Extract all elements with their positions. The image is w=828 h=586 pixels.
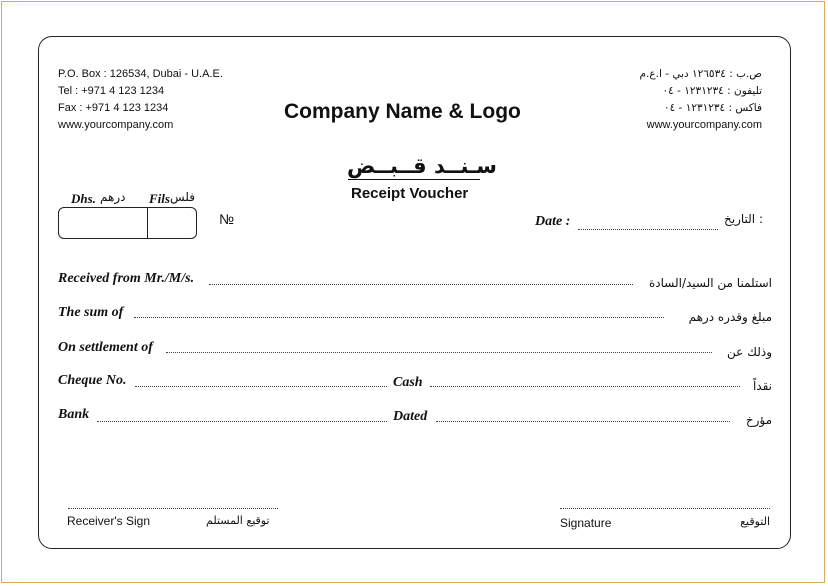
sum-of-field[interactable]	[134, 317, 664, 318]
tel-line: Tel : +971 4 123 1234	[58, 85, 165, 97]
bank-label: Bank	[58, 407, 90, 422]
address-block-ar	[640, 66, 763, 134]
company-title: Company Name & Logo	[284, 100, 521, 123]
received-from-label: Received from Mr./M/s.	[58, 271, 195, 286]
tel-line-ar: تليفون : ١٢٣١٢٣٤ - ٠٤	[662, 85, 762, 97]
amount-box-divider	[147, 208, 148, 238]
fax-line-ar: فاكس : ١٢٣١٢٣٤ - ٠٤	[663, 102, 762, 114]
receiver-sign-label-ar: توقيع المستلم	[206, 514, 270, 527]
date-label-en: Date :	[535, 214, 571, 229]
website-line: www.yourcompany.com	[58, 119, 174, 131]
amount-box[interactable]	[58, 207, 197, 239]
settlement-label-ar: وذلك عن	[726, 345, 772, 359]
bank-field[interactable]	[97, 421, 387, 422]
website-line-ar: www.yourcompany.com	[646, 119, 762, 131]
voucher-title-en: Receipt Voucher	[351, 185, 469, 202]
fils-label-ar: فلس	[170, 190, 196, 204]
cash-field[interactable]	[430, 386, 740, 387]
cash-label: Cash	[393, 375, 423, 390]
po-box-line-ar: ص.ب : ١٢٦٥٣٤ دبي - ا.ع.م	[639, 68, 762, 80]
fax-line: Fax : +971 4 123 1234	[58, 102, 169, 114]
signature-label: Signature	[560, 516, 612, 530]
dhs-label: Dhs.	[71, 191, 96, 206]
receiver-sign-line[interactable]	[68, 508, 278, 509]
cheque-field[interactable]	[135, 386, 387, 387]
date-label-ar: : التاريخ	[723, 212, 763, 226]
received-from-label-ar: استلمنا من السيد/السادة	[648, 276, 772, 290]
voucher-title-ar: سـنــد قــبــض	[347, 154, 497, 178]
sum-of-label: The sum of	[58, 305, 124, 320]
cash-label-ar: نقداً	[752, 379, 772, 393]
po-box-line: P.O. Box : 126534, Dubai - U.A.E.	[58, 68, 223, 80]
number-sign: №	[219, 211, 235, 227]
settlement-field[interactable]	[166, 352, 712, 353]
address-block-en	[58, 66, 223, 134]
date-field[interactable]	[578, 229, 718, 230]
settlement-label: On settlement of	[58, 340, 153, 355]
receiver-sign-label: Receiver's Sign	[67, 514, 150, 528]
signature-line[interactable]	[560, 508, 770, 509]
sum-of-label-ar: مبلغ وقدره درهم	[688, 310, 772, 324]
fils-label: Fils	[149, 191, 170, 206]
title-underline	[348, 179, 480, 180]
dated-field[interactable]	[436, 421, 730, 422]
signature-label-ar: التوقيع	[740, 515, 770, 528]
dhs-label-ar: درهم	[100, 190, 126, 204]
cheque-label: Cheque No.	[58, 373, 127, 388]
received-from-field[interactable]	[209, 284, 633, 285]
dated-label-ar: مؤرخ	[745, 413, 772, 427]
dated-label: Dated	[393, 409, 428, 424]
